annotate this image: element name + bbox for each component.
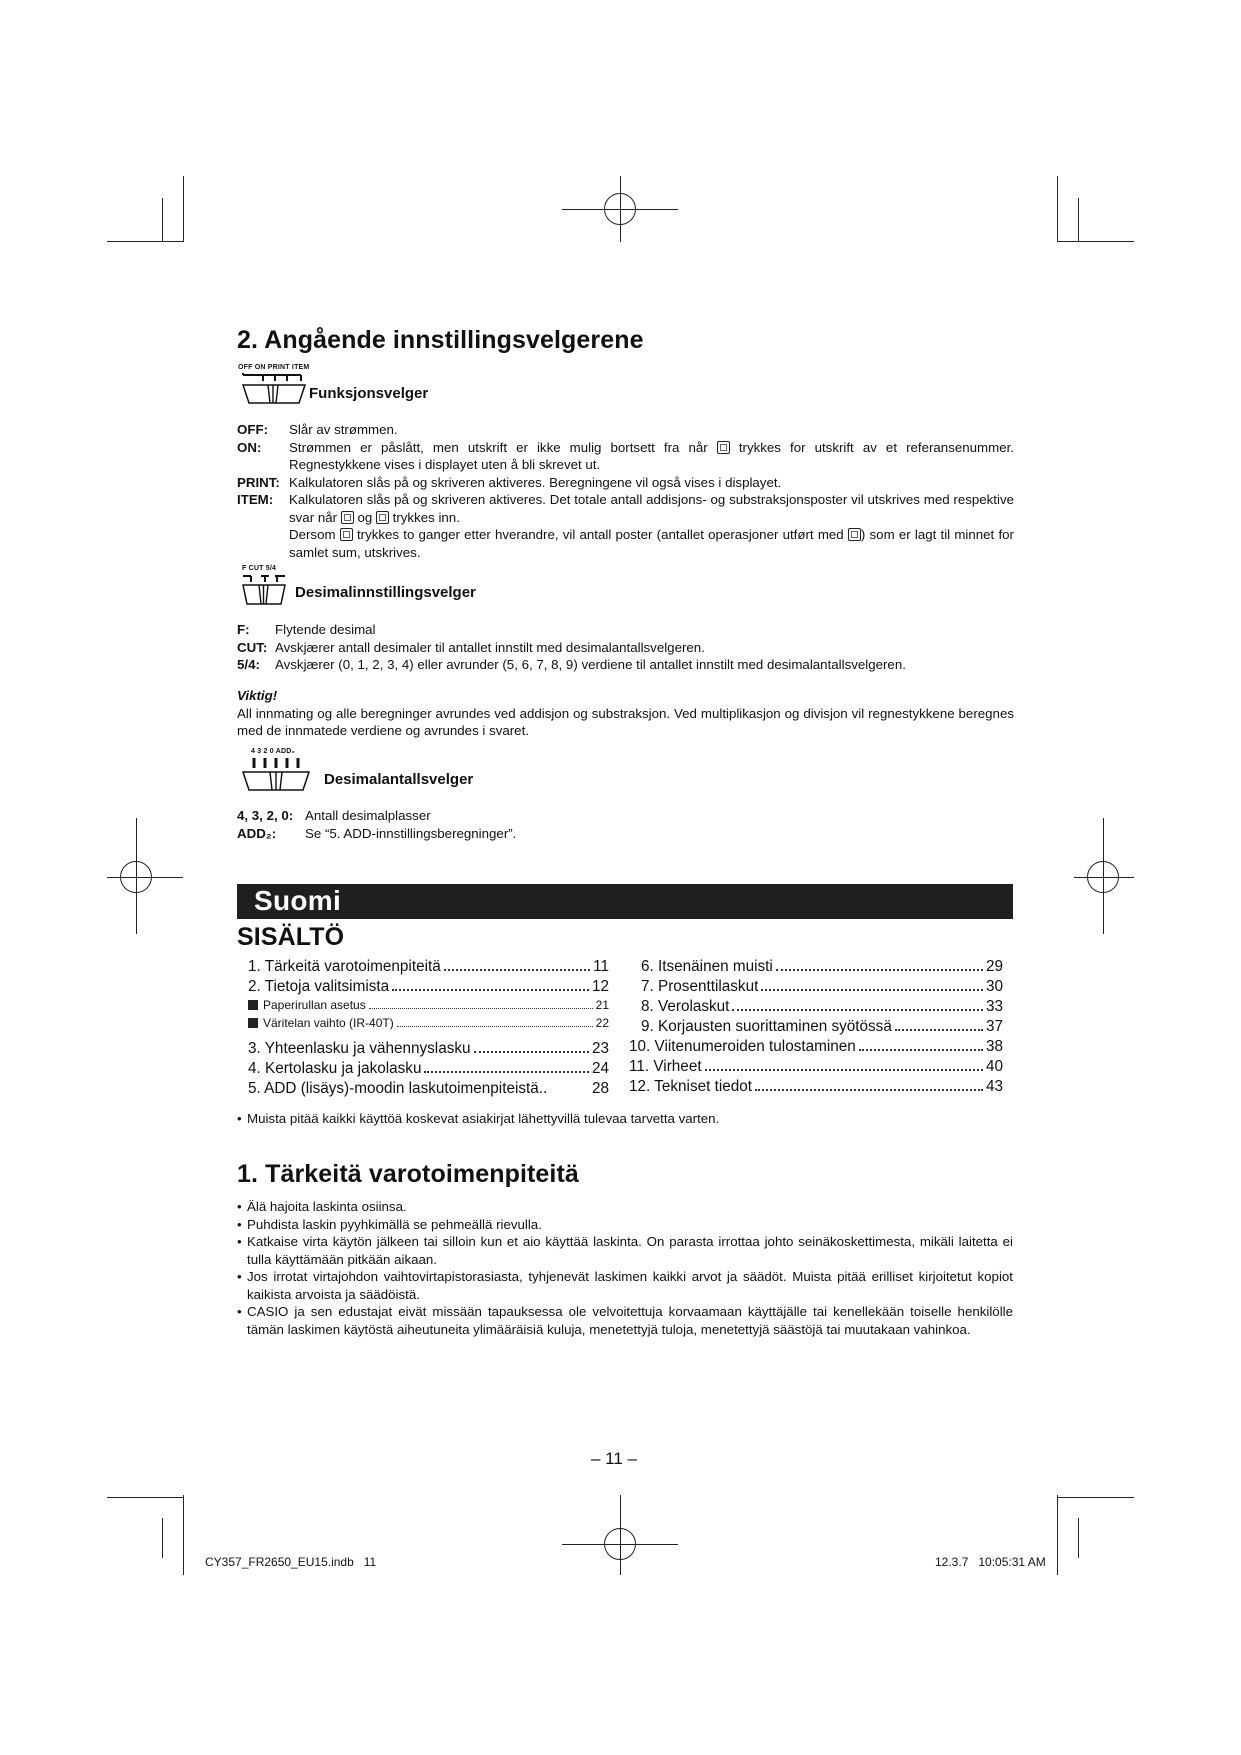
toc-entry[interactable]: 9. Korjausten suorittaminen syötössä 37 [641,1018,1003,1035]
def-desc-off: Slår av strømmen. [289,422,398,437]
decimal-count-defs [237,807,1014,842]
toc-entry[interactable]: 5. ADD (lisäys)-moodin laskutoimenpiteistä.. 28 [248,1080,609,1097]
toc-entry[interactable]: 4. Kertolasku ja jakolasku 24 [248,1060,609,1077]
page-number: – 11 – [591,1449,638,1468]
def-term-54: 5/4: [237,657,260,672]
decimal-mode-defs [237,621,1014,674]
decimal-count-selector-title: Desimalantallsvelger [324,771,474,788]
def-desc-on-b: trykkes for utskrift av et referansenummer. Regnestykkene vises i displayet uten å bli skrevet ut. [289,439,1014,472]
precautions-list [237,1198,1013,1338]
section-title-selectors: 2. Angående innstillingsvelgerene [237,326,644,354]
key-icon [848,528,861,541]
toc-entry[interactable]: 3. Yhteenlasku ja vähennyslasku 23 [248,1040,609,1057]
def-desc-54: Avskjærer (0, 1, 2, 3, 4) eller avrunder (5, 6, 7, 8, 9) verdiene til antallet innstilt med desimalantallsvelgeren. [275,657,906,672]
toc-entry[interactable]: 11. Virheet 40 [629,1058,1003,1075]
def-desc-4320: Antall desimalplasser [305,808,431,823]
section-title-precautions: 1. Tärkeitä varotoimenpiteitä [237,1160,579,1188]
function-selector-positions: OFF ON PRINT ITEM [238,364,310,371]
decimal-count-selector-icon [241,756,311,792]
def-term-f: F: [237,622,250,637]
footer-timestamp: 12.3.7 10:05:31 AM [935,1555,1046,1569]
key-icon [717,441,730,454]
decimal-mode-positions: F CUT 5/4 [242,565,277,572]
footer-file: CY357_FR2650_EU15.indb 11 [205,1555,377,1569]
toc-right-column [629,958,1003,1098]
language-banner-label: Suomi [254,885,342,916]
list-item: • Katkaise virta käytön jälkeen tai silloin kun et aio käyttää laskinta. On parasta irrottaa johto seinäkoskettimesta, mikäli laitetta ei tulla käyttämään pitkään aikaan. [237,1233,1013,1268]
toc-left-column [248,958,609,1100]
def-desc-on-a: Strømmen er påslått, men utskrift er ikke mulig bortsett fra når [289,439,708,455]
square-bullet-icon [248,1000,258,1010]
toc-entry[interactable]: 2. Tietoja valitsimista 12 [248,978,609,995]
key-icon [340,528,353,541]
important-heading: Viktig! [237,688,278,703]
def-desc-f: Flytende desimal [275,622,376,637]
def-desc-item-f: ) som er lagt til minnet for samlet sum, utskrives. [289,527,1014,560]
decimal-mode-selector-icon [241,572,287,606]
function-selector-title: Funksjonsvelger [309,385,429,402]
key-icon [376,511,389,524]
function-selector-icon [241,371,307,405]
toc-entry[interactable]: 8. Verolaskut 33 [641,998,1003,1015]
def-term-print: PRINT: [237,474,280,490]
toc-entry[interactable]: 10. Viitenumeroiden tulostaminen 38 [629,1038,1003,1055]
key-icon [341,511,354,524]
def-term-on: ON: [237,439,262,455]
def-desc-cut: Avskjærer antall desimaler til antallet innstilt med desimalantallsvelgeren. [275,639,705,655]
def-term-item: ITEM: [237,492,274,507]
def-term-add2: ADD₂: [237,825,277,841]
function-selector-defs [237,421,1014,561]
list-item: • CASIO ja sen edustajat eivät missään tapauksessa ole velvoitettuja korvaamaan käyttäjälle tai kenellekään toiselle henkilölle tämän laskimen käytöstä aiheutuneita ylimääräisiä kuluja, menetettyjä tuloja, menetettyjä säästöjä tai muutakaan vahinkoa. [237,1303,1013,1338]
decimal-count-positions: 4 3 2 0 ADD₂ [251,748,295,755]
def-term-off: OFF: [237,422,269,437]
list-item: • Jos irrotat virtajohdon vaihtovirtapistorasiasta, tyhjenevät laskimen kaikki arvot ja säädöt. Muista pitää erilliset kirjoitetut kopiot kaikista arvoista ja säädöistä. [237,1268,1013,1303]
def-term-cut: CUT: [237,639,268,655]
toc-title: SISÄLTÖ [237,923,345,951]
toc-entry[interactable]: 7. Prosenttilaskut 30 [641,978,1003,995]
def-desc-print: Kalkulatoren slås på og skriveren aktiveres. Beregningene vil også vises i displayet. [289,474,782,490]
square-bullet-icon [248,1018,258,1028]
def-desc-item-d: Dersom [289,527,336,542]
toc-note-text: • Muista pitää kaikki käyttöä koskevat asiakirjat lähettyvillä tulevaa tarvetta varten. [237,1110,1013,1128]
list-item: • Puhdista laskin pyyhkimällä se pehmeällä rievulla. [237,1216,1013,1234]
decimal-mode-selector-title: Desimalinnstillingsvelger [295,584,476,601]
important-note [237,687,1014,740]
toc-entry[interactable]: 1. Tärkeitä varotoimenpiteitä 11 [248,958,609,975]
def-desc-item-c: trykkes inn. [392,509,460,525]
toc-entry[interactable]: 12. Tekniset tiedot 43 [629,1078,1003,1095]
list-item: • Älä hajoita laskinta osiinsa. [237,1198,1013,1216]
def-desc-item-b: og [357,509,373,525]
def-desc-item-e: trykkes to ganger etter hverandre, vil antall poster (antallet operasjoner utført med [356,527,844,542]
toc-entry[interactable]: 6. Itsenäinen muisti 29 [641,958,1003,975]
def-term-4320: 4, 3, 2, 0: [237,808,294,823]
def-desc-add2: Se “5. ADD-innstillingsberegninger”. [305,825,517,841]
def-desc-item-a: Kalkulatoren slås på og skriveren aktiveres. Det totale antall addisjons- og substraksjonsposter vil utskrives med respektive svar når [289,492,1014,525]
toc-sub-entry[interactable]: Väritelan vaihto (IR-40T) 22 [248,1016,609,1034]
toc-sub-entry[interactable]: Paperirullan asetus 21 [248,998,609,1016]
important-text: All innmating og alle beregninger avrundes ved addisjon og substraksjon. Ved multiplikasjon og divisjon vil regnestykkene beregnes med de innmatede verdiene og avrundes i svaret. [237,705,1014,738]
language-banner [237,884,1013,919]
toc-note [237,1110,1013,1128]
